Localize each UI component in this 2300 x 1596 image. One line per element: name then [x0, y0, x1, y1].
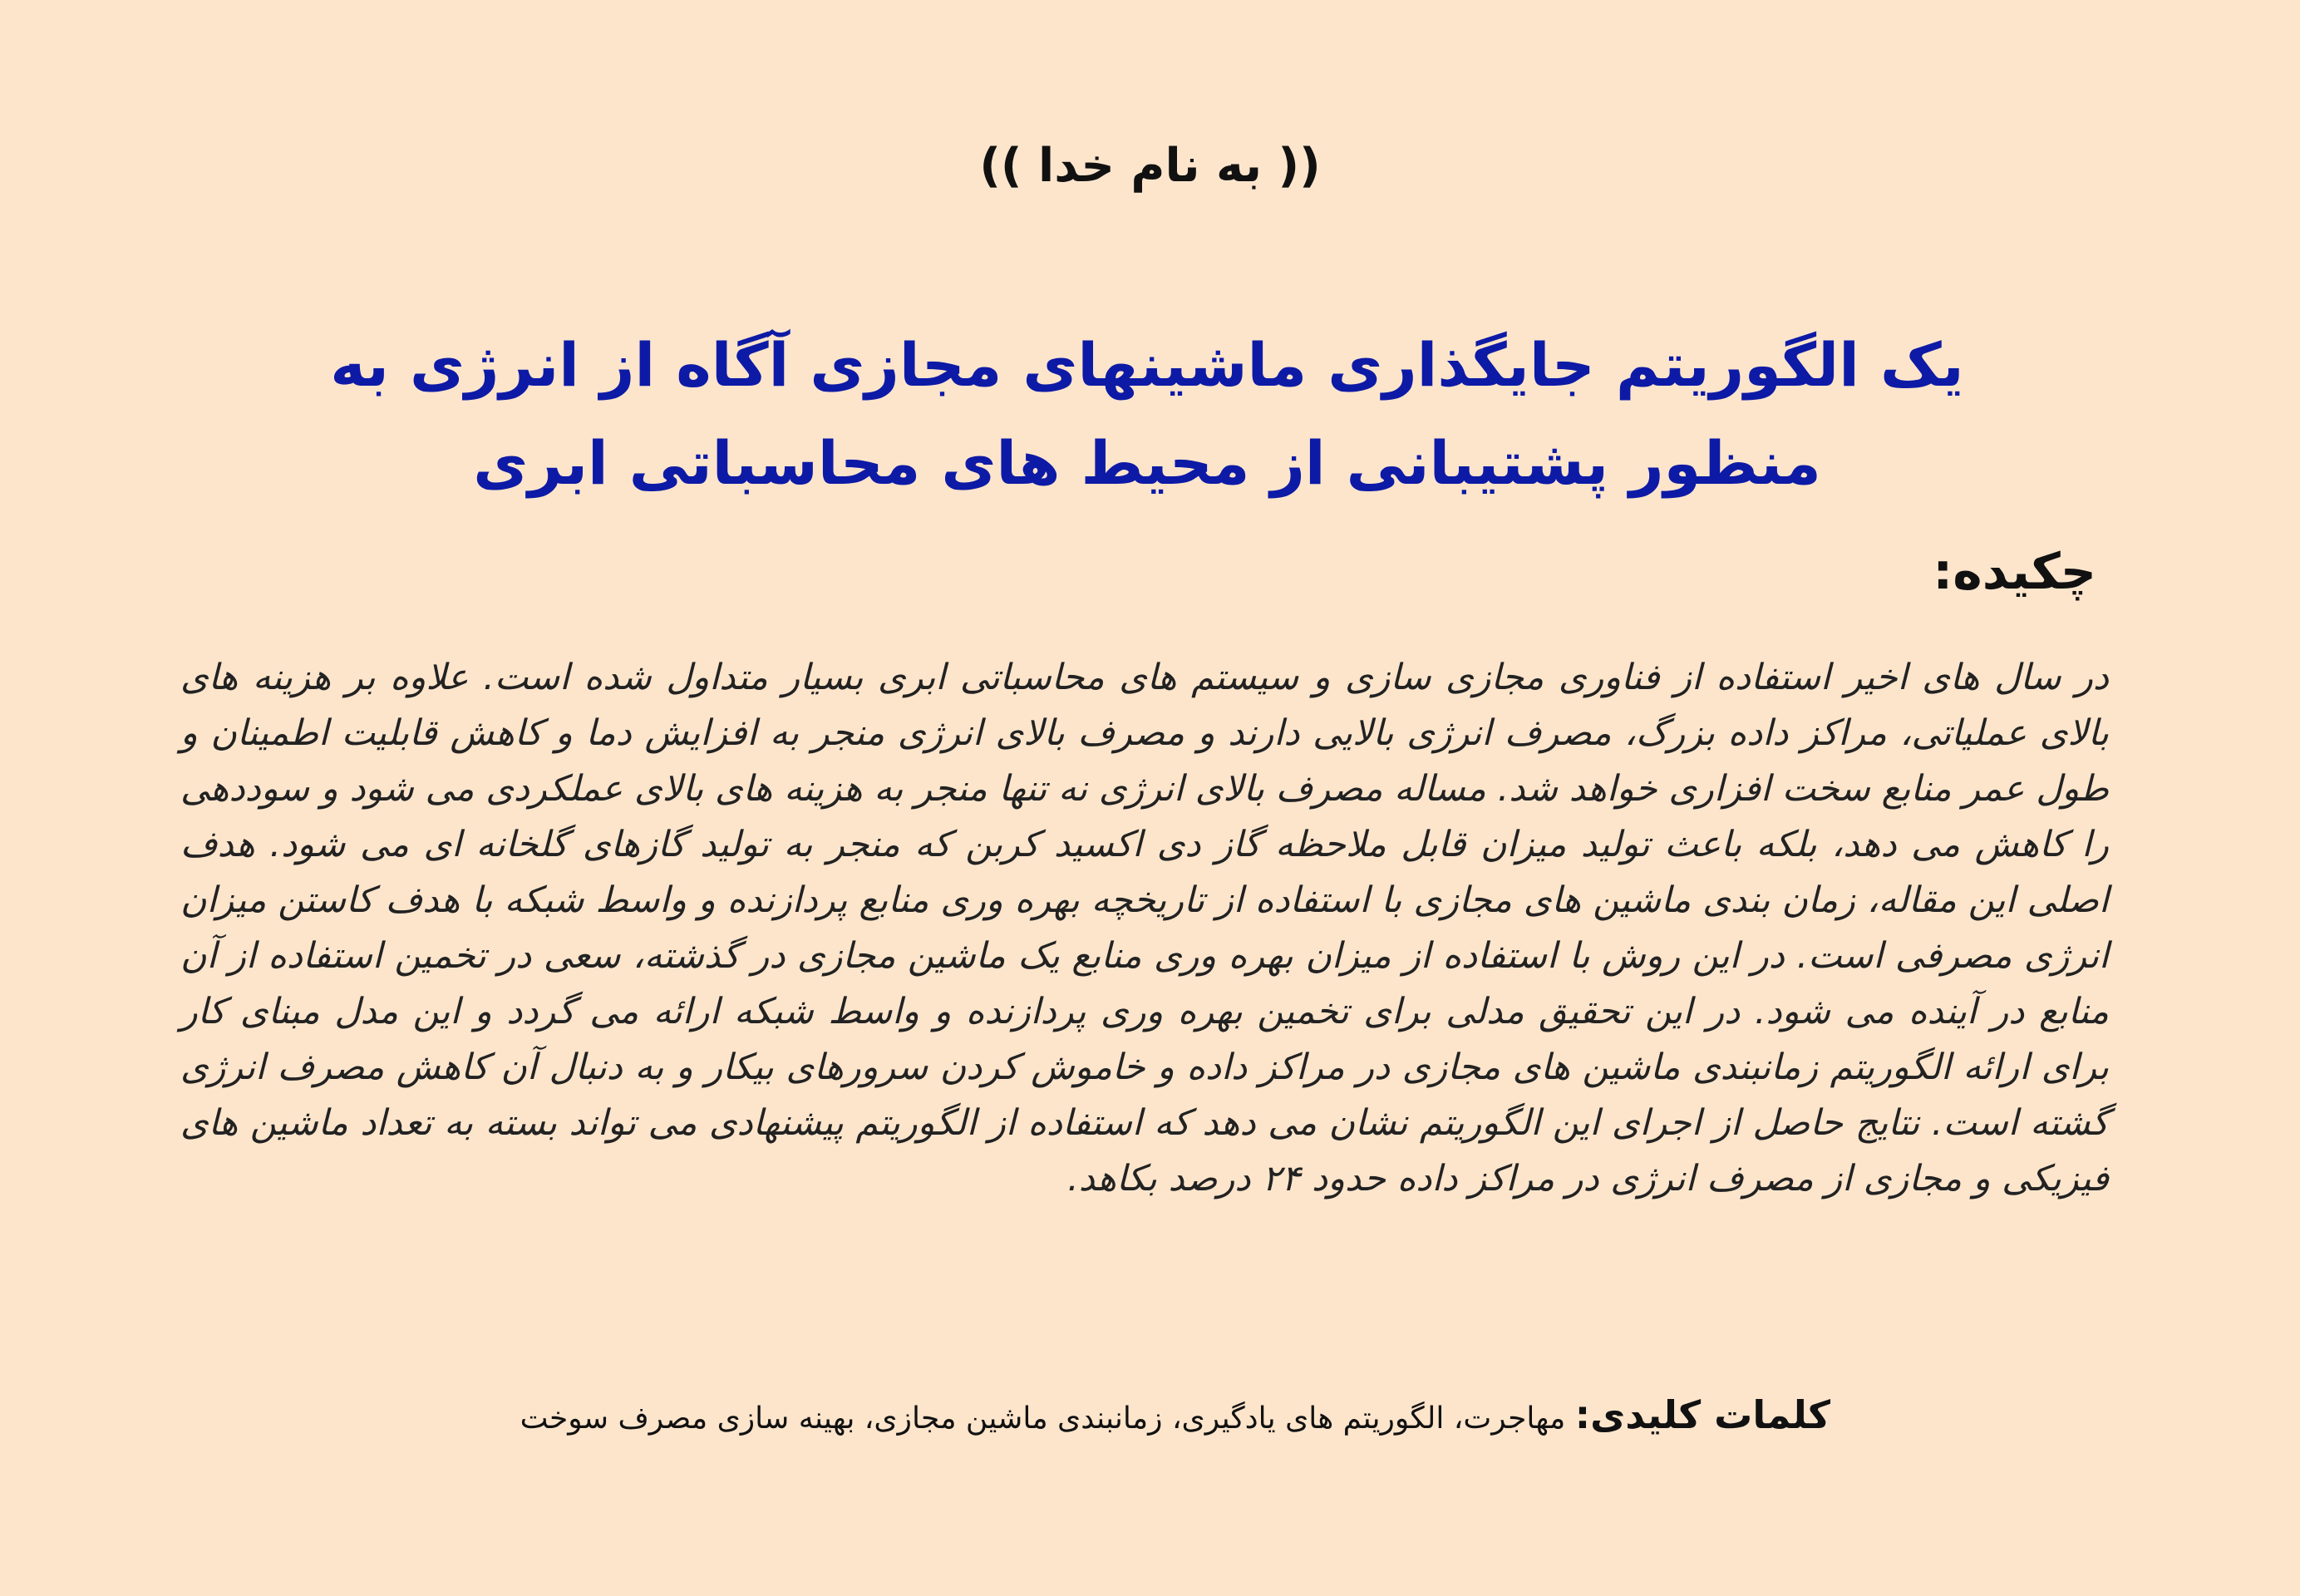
bismillah-heading: (( به نام خدا )): [979, 139, 1321, 193]
keywords-values: مهاجرت، الگوریتم های یادگیری، زمانبندی ماشین مجازی، بهینه سازی مصرف سوخت: [520, 1401, 1566, 1436]
keywords-label: کلمات کلیدی:: [1574, 1392, 1830, 1437]
paper-title: یک الگوریتم جایگذاری ماشینهای مجازی آگاه از انرژی به منظور پشتیبانی از محیط های محاسباتی ابری: [330, 330, 1964, 498]
abstract-heading: چکیده:: [1933, 543, 2096, 601]
keywords-line: [520, 1388, 1830, 1446]
abstract-body: در سال های اخیر استفاده از فناوری مجازی سازی و سیستم های محاسباتی ابری بسیار متداول شده است. علاوه بر هزینه های بالای عملیاتی، مراکز داده بزرگ، مصرف انرژی بالایی دارند و مصرف بالای انرژی منجر به افزایش دما و کاهش قابلیت اطمینان و طول عمر منابع سخت افزاری خواهد شد. مساله مصرف بالای انرژی نه تنها منجر به هزینه های بالای عملکردی می شود و سوددهی را کاهش می دهد، بلکه باعث تولید میزان قابل ملاحظه گاز دی اکسید کربن که منجر به تولید گازهای گلخانه ای می شود. هدف اصلی این مقاله، زمان بندی ماشین های مجازی با استفاده از تاریخچه بهره وری منابع پردازنده و واسط شبکه با هدف کاستن میزان انرژی مصرفی است. در این روش با استفاده از میزان بهره وری منابع یک ماشین مجازی در گذشته، سعی در تخمین استفاده از آن منابع در آینده می شود. در این تحقیق مدلی برای تخمین بهره وری پردازنده و واسط شبکه ارائه می گردد و این مدل مبنای کار برای ارائه الگوریتم زمانبندی ماشین های مجازی در مراکز داده و خاموش کردن سرورهای بیکار و به دنبال آن کاهش مصرف انرژی گشته است. نتایج حاصل از اجرای این الگوریتم نشان می دهد که استفاده از الگوریتم پیشنهادی می تواند بسته به تعداد ماشین های فیزیکی و مجازی از مصرف انرژی در مراکز داده حدود ۲۴ درصد بکاهد.: [180, 657, 2110, 1199]
